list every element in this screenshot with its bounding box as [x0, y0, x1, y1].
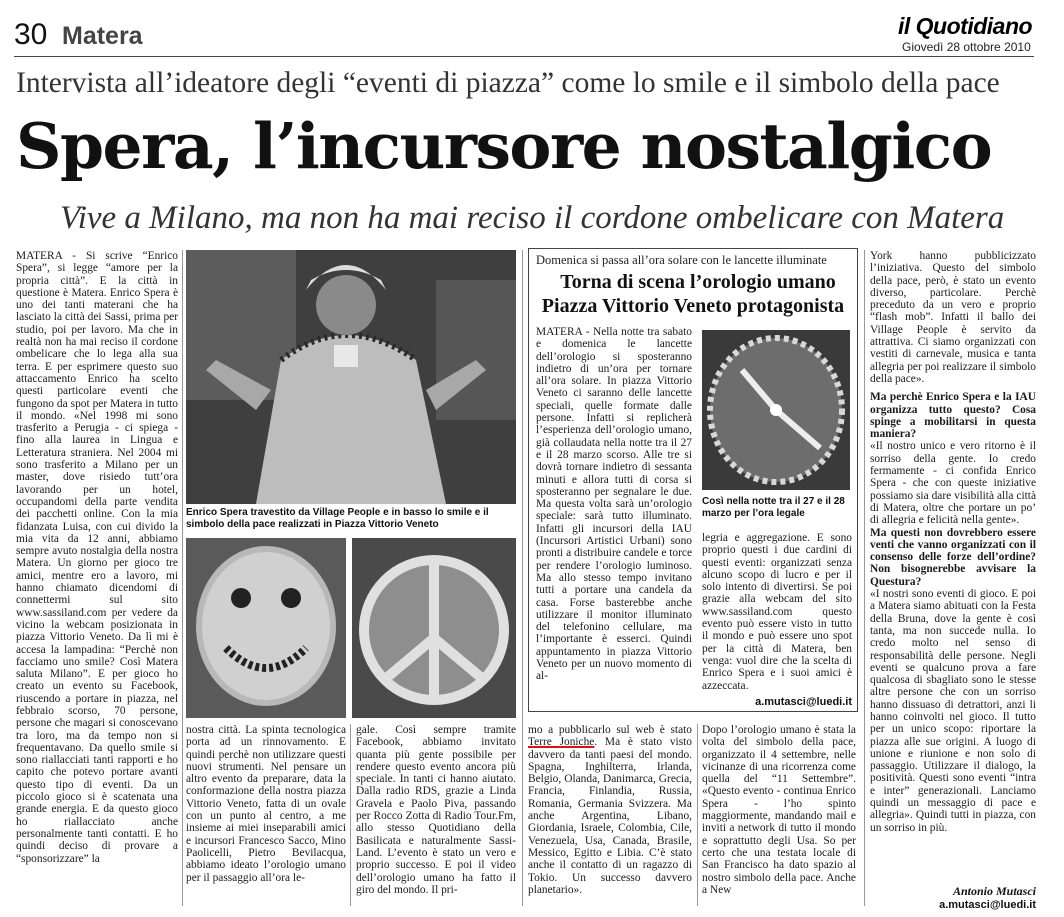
- photo-human-clock: [702, 330, 850, 490]
- author-name: Antonio Mutasci: [952, 884, 1036, 898]
- sidebar-signature: a.mutasci@luedi.it: [755, 696, 852, 708]
- article-column-5: Dopo l’orologio umano è stata la volta del simbolo della pace, organizzato il 4 settembre, nelle vicinanze di una ricorrenza come quella del “11 Settembre”. «Questo evento - continua Enrico Spera - l’ho spinto maggiormente, mandando mail e inviti a network di tutto il mondo e soprattutto degli Usa. So per certo che una testata locale di San Francisco ha dato spazio al nostro simbolo della pace. Anche a New: [702, 724, 856, 896]
- article-kicker: Intervista all’ideatore degli “eventi di piazza” come lo smile e il simbolo della pace: [16, 67, 1000, 99]
- sidebar-photo-caption: Così nella notte tra il 27 e il 28 marzo per l’ora legale: [702, 496, 845, 519]
- article-column-2: nostra città. La spinta tecnologica porta ad un rinnovamento. E quindi perchè non utilizzare questi nuovi strumenti. Nel pensare un altro evento da preparare, data la conformazione della nostra piazza Vittorio Veneto, fatta di un ovale con un punto al centro, a me insieme ai miei inseparabili amici e incursori Francesco Sacco, Mino Paolicelli, Pietro Bevilacqua, abbiamo ideato l’orologio umano per il passaggio all’ora le-: [186, 724, 346, 884]
- photo-1-caption: Enrico Spera travestito da Village People e in basso lo smile e il simbolo della pace realizzati in Piazza Vittorio Veneto: [186, 507, 489, 530]
- article-title: Spera, l’incursore nostalgico: [16, 109, 992, 183]
- page-number: 30: [14, 18, 48, 51]
- village-people-figure-image: [186, 250, 516, 504]
- column-rule: [864, 250, 865, 906]
- human-clock-image: [702, 330, 850, 490]
- article-subtitle: Vive a Milano, ma non ha mai reciso il cordone ombelicare con Matera: [60, 200, 1005, 236]
- issue-date: Giovedì 28 ottobre 2010: [902, 40, 1031, 54]
- sidebar-column-a: MATERA - Nella notte tra sabato e domenica le lancette dell’orologio si sposteranno indietro di un’ora per tornare all’ora solare. In piazza Vittorio Veneto ci saranno delle lancette speciali, quelle formate dalle persone. Infatti si replicherà l’esperienza dell’orologio umano, già collaudata nella notte tra il 27 e il 28 marzo scorso. Alle tre si dovrà tornare indietro di sessanta minuti e allora tutti di corsa si sposteranno per segnalare le due. Ma questa volta sarà un’orologio speciale: sarà tutto illuminato. Infatti gli incursori della IAU (Incursori Artistici Urbani) sono pronti a distribuire candele e torce per rendere l’orologio luminoso. Ma allo stesso tempo invitano tutti a portare una candela da casa. Forse basterebbe anche utilizzare il monitor illuminato del telefonino cellulare, ma l’importante è esserci. Quindi appuntamento in piazza Vittorio Veneto per un nuovo momento di al-: [536, 326, 692, 683]
- article-column-6: [870, 250, 1036, 880]
- photo-peace-symbol: [352, 538, 516, 718]
- article-column-1: MATERA - Si scrive “Enrico Spera”, si legge “amore per la propria città”. E la città in questione è Matera. Enrico Spera è uno dei tanti materani che ha lasciato la città dei Sassi, prima per studio, poi per lavoro. Ma che in realtà non ha mai reciso il cordone ombelicare che lo lega alla sua terra. E per esprimere questo suo attaccamento Enrico ha scelto questi particolare eventi che fungono da spot per Matera in tutto il mondo. «Nel 1998 mi sono trasferito a Perugia - ci spiega - fino alla laurea in Lingua e Letteratura straniera. Nel 2004 mi sono trasferito a Milano per un master, dove risiedo tutt’ora lavorando per un hotel, occupandomi della parte vendita dei pacchetti online. Con la mia fidanzata Luisa, con cui divido la mia vita da 12 anni, abbiamo sempre avuto nostalgia della nostra Matera. Un giorno per gioco tre amici, mentre ero a lavoro, mi hanno chiamato dicendomi di connettermi sul sito www.sassiland.com per vedere da vicino la webcam posizionata in piazza Vittorio Veneto. Da lì mi è accesa la lampadina: “Perchè non facciamo uno smile? Così Matera saluta Milano”. E per gioco ho creato un evento su Facebook, riuscendo a portare in piazza, nel febbraio scorso, 70 persone, persone che magari si conoscevano tra loro, ma da tempo non si frequentavano. Da quello smile si sono riallacciati tanti rapporti e ho capito che potevo portare avanti questo tipo di eventi. Da un piccolo gioco si è scatenata una grande energia. E da questo gioco ho riallacciato anche personalmente tanti contatti. E ho quindi deciso di provare a “sponsorizzare” la: [16, 250, 178, 865]
- column-4-lead: mo a pubblicarlo sul web è stato: [528, 724, 692, 736]
- sidebar-title-2: Piazza Vittorio Veneto protagonista: [541, 295, 845, 317]
- column-rule: [522, 250, 523, 906]
- sidebar-title-1: Torna di scena l’orologio umano: [560, 271, 836, 293]
- interview-question-2: Ma questi non dovrebbero essere venti che vanno organizzati con il consenso delle forze dell’ordine? Non bisognerebbe avvisare la Questura?: [870, 526, 1036, 588]
- smile-image: [186, 538, 346, 718]
- newspaper-logo: il Quotidiano: [898, 13, 1033, 39]
- article-column-4: [528, 724, 692, 906]
- sidebar-kicker: Domenica si passa all’ora solare con le lancette illuminate: [536, 253, 827, 267]
- peace-symbol-image: [352, 538, 516, 718]
- interview-question-1: Ma perchè Enrico Spera e la IAU organizza tutto questo? Cosa spinge a mobilitarsi in questa maniera?: [870, 391, 1036, 441]
- column-6-answer-1: «Il nostro unico e vero ritorno è il sorriso della gente. Io credo fermamente - ci confida Enrico Spera - che con queste iniziative possiamo sia dare visibilità alla città di Matera, oltre che portare un po’ di allegria e felicità nella gente».: [870, 440, 1036, 527]
- photo-enrico-spera: [186, 250, 516, 504]
- column-6-intro: York hanno pubblicizzato l’iniziativa. Questo del simbolo della pace, però, è stato un evento diverso, particolare. Perchè preceduto da un vero e proprio “flash mob”. Infatti il ballo dei Village People è servito da attrattiva. Ci siamo organizzati con vestiti di carnevale, musica e tanta allegria per poi realizzare il simbolo della pace».: [870, 250, 1036, 385]
- column-rule: [182, 250, 183, 906]
- column-rule: [350, 724, 351, 906]
- header-divider: [14, 56, 1034, 57]
- author-email: a.mutasci@luedi.it: [939, 899, 1036, 911]
- column-rule: [697, 724, 698, 906]
- terre-joniche-link: Terre Joniche: [528, 736, 595, 749]
- photo-smile: [186, 538, 346, 718]
- sidebar-column-b: legria e aggregazione. E sono proprio questi i due cardini di questi eventi: organizzati senza alcuno scopo di lucro e per il solo intento di divertirsi. Se poi grazie alla webcam del sito www.sassiland.com questo evento può essere visto in tutto il mondo e può essere uno spot per la città di Matera, ben venga: vuol dire che la scelta di Enrico Spera e i suoi amici è azzeccata.: [702, 532, 852, 692]
- article-column-3: gale. Così sempre tramite Facebook, abbiamo invitato quanta più gente possibile per rendere questo evento ancora più speciale. In tanti ci hanno aiutato. Dalla radio RDS, grazie a Linda Gravela e Paolo Piva, passando per Rocco Zotta di Radio Tour.Fm, allo stesso Quotidiano della Basilicata e naturalmente Sassi-Land. L’evento è stato un vero e proprio successo. E poi il video dell’orologio umano ha fatto il giro del mondo. Il pri-: [356, 724, 516, 896]
- page-header: [0, 0, 1064, 60]
- column-6-answer-2: «I nostri sono eventi di gioco. E poi a Matera siamo abituati con la Festa della Bruna, dove la gente è così tanta, ma non succede nulla. Io credo molto nel senso di responsabilità delle persone. Negli eventi se qualcuno prova a fare qualcosa di sbagliato sono le stesse altre persone che con un sorriso hanno dissuaso di detrattori, anzi li hanno coinvolti nel gioco. Il tutto per un unico scopo: riportare la piazza alle sue origini. A luogo di unione e riunione e non solo di passaggio. Utilizzare il dialogo, la positività. Questi sono eventi “intra e inter” generazionali. Lanciamo quindi un messaggio di pace e allegria». Quindi tutti in piazza, con un sorriso in più.: [870, 588, 1036, 834]
- section-label: Matera: [62, 22, 143, 50]
- column-4-body: . Ma è stato visto davvero da tanti paesi del mondo. Spagna, Inghilterra, Irlanda, Belgio, Olanda, Danimarca, Grecia, Francia, Finlandia, Russia, Romania, Germania Svizzera. Ma anche Argentina, Libano, Giordania, Israele, Colombia, Cile, Venezuela, Usa, Canada, Brasile, Messico, Egitto e Libia. C’è stato anche il contatto di un ragazzo di Tokio. Un successo davvero planetario».: [528, 736, 692, 896]
